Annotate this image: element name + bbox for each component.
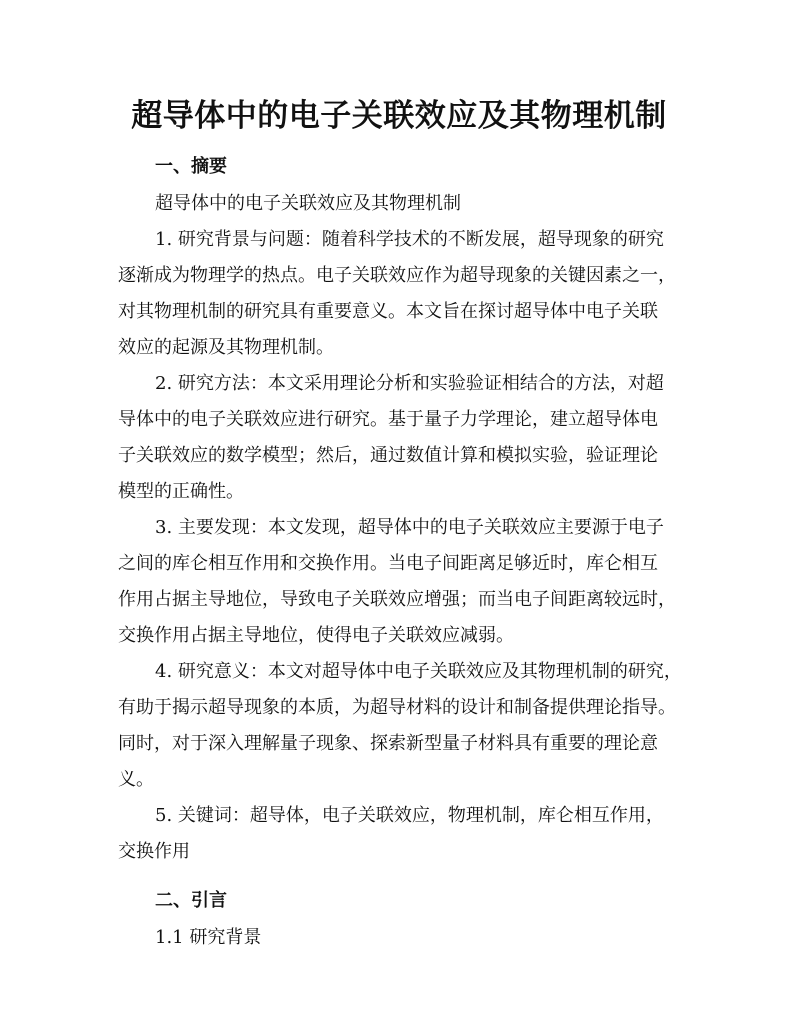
paragraph-line: 模型的正确性。 (118, 481, 244, 502)
paragraph-line: 对其物理机制的研究具有重要意义。本文旨在探讨超导体中电子关联 (118, 301, 658, 322)
paragraph-line: 子关联效应的数学模型；然后，通过数值计算和模拟实验，验证理论 (118, 445, 658, 466)
paragraph-line: 超导体中的电子关联效应及其物理机制 (155, 193, 461, 214)
abstract-paragraph-findings (118, 510, 680, 654)
paragraph-line: 作用占据主导地位，导致电子关联效应增强；而当电子间距离较远时， (118, 589, 676, 610)
section-heading-introduction: 二、引言 (155, 890, 227, 911)
paragraph-line: 有助于揭示超导现象的本质，为超导材料的设计和制备提供理论指导。 (118, 697, 676, 718)
subsection-heading-background: 1.1 研究背景 (155, 927, 262, 948)
section-introduction (118, 882, 680, 956)
paragraph-line: 交换作用占据主导地位，使得电子关联效应减弱。 (118, 625, 514, 646)
document-title: 超导体中的电子关联效应及其物理机制 (131, 98, 667, 134)
abstract-paragraph-background (118, 222, 680, 366)
section-abstract (118, 148, 680, 870)
abstract-paragraph-title (118, 186, 680, 222)
abstract-paragraph-methods (118, 366, 680, 510)
abstract-paragraph-significance (118, 654, 680, 798)
paragraph-line: 导体中的电子关联效应进行研究。基于量子力学理论，建立超导体电 (118, 409, 658, 430)
paragraph-line: 逐渐成为物理学的热点。电子关联效应作为超导现象的关键因素之一， (118, 265, 676, 286)
paragraph-line: 交换作用 (118, 841, 190, 862)
paragraph-line: 5. 关键词：超导体，电子关联效应，物理机制，库仑相互作用， (155, 805, 664, 826)
paragraph-line: 3. 主要发现：本文发现，超导体中的电子关联效应主要源于电子 (155, 517, 664, 538)
paragraph-line: 效应的起源及其物理机制。 (118, 337, 334, 358)
abstract-paragraph-keywords (118, 798, 680, 870)
section-heading-abstract: 一、摘要 (155, 156, 227, 177)
paragraph-line: 2. 研究方法：本文采用理论分析和实验验证相结合的方法，对超 (155, 373, 664, 394)
paragraph-line: 同时，对于深入理解量子现象、探索新型量子材料具有重要的理论意 (118, 733, 658, 754)
paragraph-line: 义。 (118, 769, 154, 790)
paragraph-line: 4. 研究意义：本文对超导体中电子关联效应及其物理机制的研究， (155, 661, 682, 682)
paragraph-line: 1. 研究背景与问题：随着科学技术的不断发展，超导现象的研究 (155, 229, 664, 250)
paragraph-line: 之间的库仑相互作用和交换作用。当电子间距离足够近时，库仑相互 (118, 553, 658, 574)
